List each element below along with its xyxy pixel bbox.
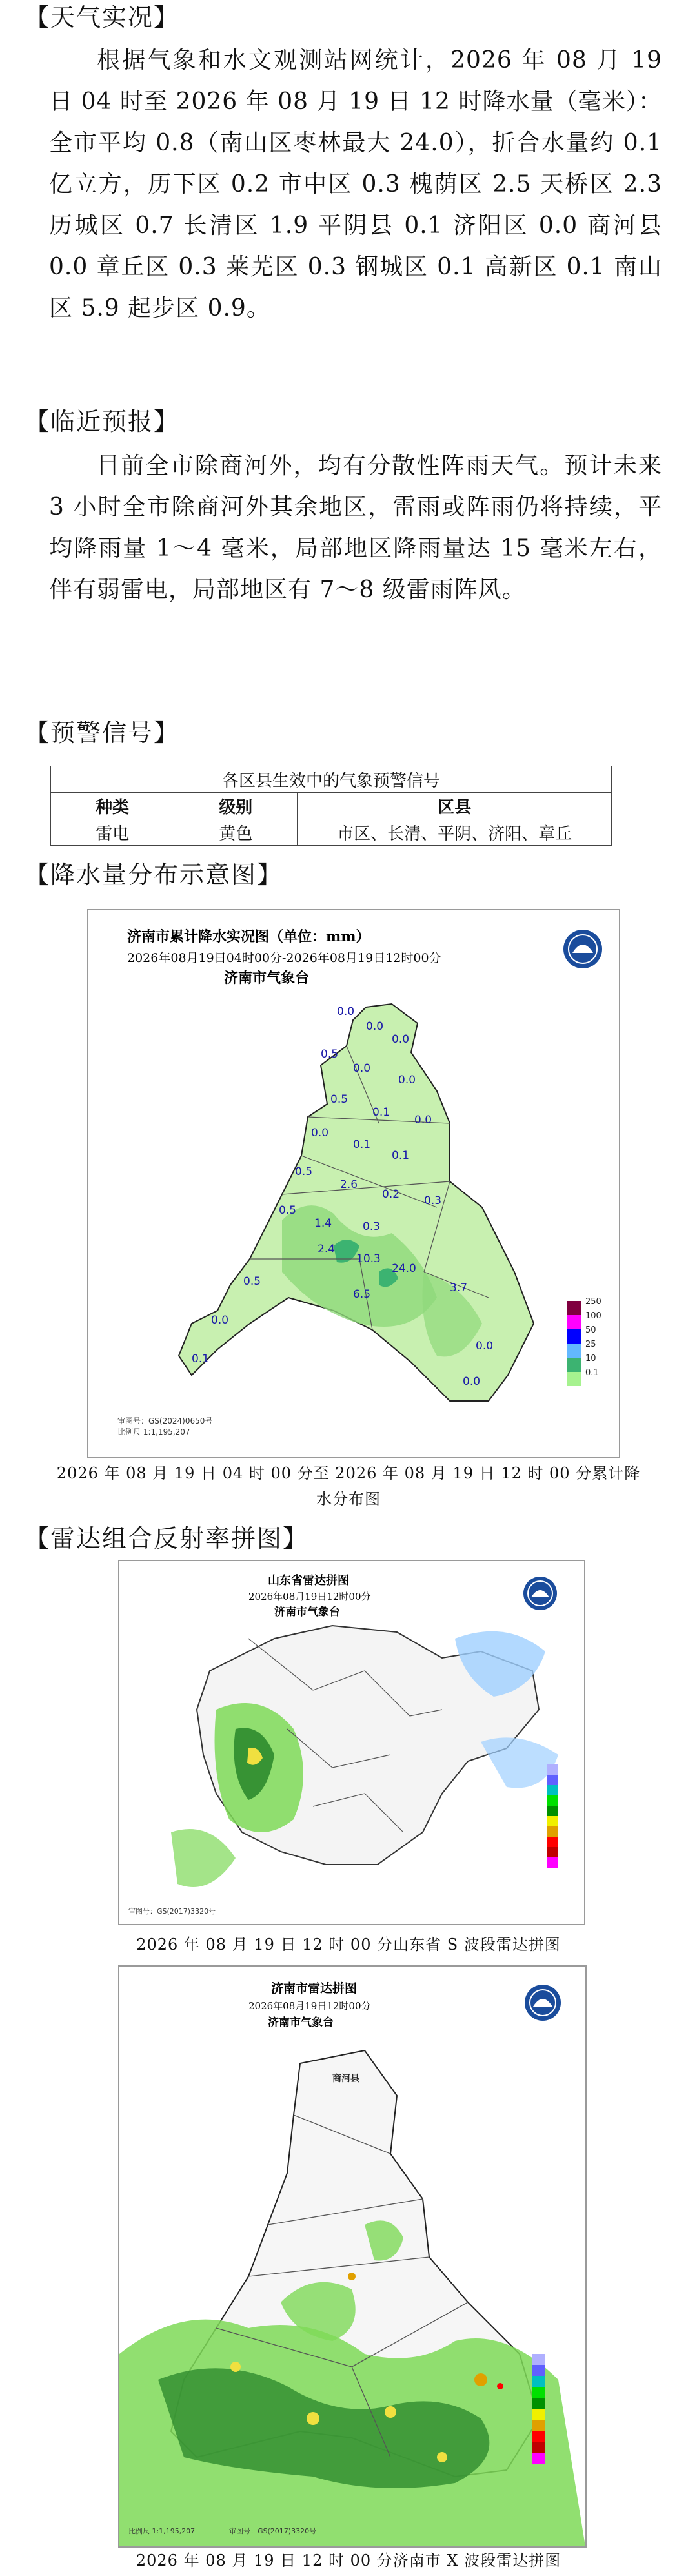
rain-map-org: 济南市气象台 — [224, 970, 310, 986]
jn-radar-title: 济南市雷达拼图 — [271, 1981, 358, 1996]
station-value: 0.5 — [295, 1165, 313, 1178]
jinan-radar-map — [118, 1965, 587, 2548]
meteorological-logo — [563, 930, 602, 968]
nowcast-paragraph: 目前全市除商河外，均有分散性阵雨天气。预计未来 3 小时全市除商河外其余地区，雷雨或阵雨仍将持续，平均降雨量 1～4 毫米，局部地区降雨量达 15 毫米左右，伴有弱雷电，局部地区有 7～8 级雷雨阵风。 — [49, 453, 662, 603]
rain-map-approval: 审图号：GS(2024)0650号 — [117, 1416, 213, 1426]
station-value: 0.5 — [279, 1204, 297, 1217]
reflectivity-legend — [547, 1764, 558, 1868]
station-value: 0.0 — [392, 1033, 410, 1046]
legend-label: 100 — [585, 1311, 601, 1321]
station-value: 3.7 — [450, 1282, 468, 1294]
station-value: 0.0 — [337, 1005, 355, 1018]
legend-swatch — [567, 1301, 581, 1315]
legend-label: 0.1 — [585, 1368, 599, 1378]
nowcast-heading: 【临近预报】 — [25, 407, 180, 436]
station-value: 2.4 — [318, 1243, 336, 1256]
station-value: 0.0 — [414, 1114, 432, 1127]
table-row — [51, 819, 612, 846]
col-districts: 区县 — [298, 793, 612, 819]
legend-swatch — [567, 1344, 581, 1358]
station-value: 0.0 — [398, 1074, 416, 1087]
station-value: 0.0 — [463, 1375, 481, 1388]
jn-radar-approval: 审图号：GS(2017)3320号 — [229, 2527, 317, 2535]
legend-swatch — [567, 1372, 581, 1386]
jn-radar-caption: 2026 年 08 月 19 日 12 时 00 分济南市 X 波段雷达拼图 — [136, 2551, 561, 2570]
legend-label: 50 — [585, 1325, 596, 1335]
radar-heading: 【雷达组合反射率拼图】 — [25, 1524, 309, 1553]
rain-map-period: 2026年08月19日04时00分-2026年08月19日12时00分 — [127, 951, 441, 965]
station-value: 0.0 — [353, 1062, 371, 1075]
station-value: 0.0 — [211, 1314, 229, 1327]
jn-radar-time: 2026年08月19日12时00分 — [248, 2000, 371, 2012]
cell-level: 黄色 — [174, 819, 298, 846]
cell-districts: 市区、长清、平阴、济阳、章丘 — [298, 819, 612, 846]
station-value: 0.3 — [363, 1220, 381, 1233]
station-value: 0.2 — [382, 1188, 400, 1201]
cell-type: 雷电 — [51, 819, 174, 846]
legend-label: 250 — [585, 1297, 601, 1307]
station-value: 0.0 — [366, 1020, 384, 1033]
station-value: 1.4 — [314, 1217, 332, 1230]
station-value: 0.1 — [353, 1138, 371, 1151]
sd-radar-title: 山东省雷达拼图 — [268, 1574, 349, 1588]
legend-swatch — [567, 1358, 581, 1372]
rain-map-heading: 【降水量分布示意图】 — [25, 861, 283, 889]
station-value: 0.0 — [476, 1340, 494, 1353]
legend-label: 10 — [585, 1354, 596, 1364]
station-value: 0.5 — [330, 1093, 348, 1106]
warning-heading: 【预警信号】 — [25, 719, 180, 747]
shandong-radar-figure — [119, 1561, 584, 1924]
station-value: 0.1 — [192, 1353, 210, 1365]
rain-map-caption: 2026 年 08 月 19 日 04 时 00 分至 2026 年 08 月 19 日 12 时 00 分累计降水分布图 — [56, 1464, 641, 1508]
legend-swatch — [567, 1329, 581, 1344]
station-value: 0.5 — [321, 1048, 339, 1061]
legend-swatch — [567, 1315, 581, 1329]
jinan-radar-figure — [119, 1967, 585, 2546]
station-value: 6.5 — [353, 1288, 371, 1301]
legend-label: 25 — [585, 1340, 596, 1349]
station-value: 2.6 — [340, 1178, 358, 1191]
sd-radar-approval: 审图号：GS(2017)3320号 — [128, 1907, 216, 1916]
warning-table — [50, 766, 612, 846]
rain-map-scale: 比例尺 1:1,195,207 — [117, 1427, 190, 1436]
station-value: 0.1 — [392, 1149, 410, 1162]
rain-map-title: 济南市累计降水实况图（单位：mm） — [127, 928, 370, 945]
weather-paragraph: 根据气象和水文观测站网统计，2026 年 08 月 19 日 04 时至 2026 年 08 月 19 日 12 时降水量（毫米）：全市平均 0.8（南山区枣林最大 24.0），折合水量约 0.1 亿立方，历下区 0.2 市中区 0.3 槐荫区 2.5 天桥区 2.3 历城区 0.7 长清区 1.9 平阴县 0.1 济阳区 0.0 商河县 0.0 章丘区 0.3 莱芜区 0.3 钢城区 0.1 高新区 0.1 南山区 5.9 起步区 0.9。 — [49, 47, 662, 322]
reflectivity-legend — [532, 2354, 545, 2464]
station-value: 0.5 — [243, 1275, 261, 1288]
sd-radar-org: 济南市气象台 — [274, 1606, 340, 1619]
shandong-radar-map — [118, 1560, 585, 1925]
col-type: 种类 — [51, 793, 174, 819]
jn-radar-place: 商河县 — [332, 2074, 359, 2084]
station-value: 10.3 — [356, 1252, 381, 1265]
weather-heading: 【天气实况】 — [25, 3, 180, 32]
sd-radar-time: 2026年08月19日12时00分 — [248, 1591, 371, 1602]
jn-radar-scale: 比例尺 1:1,195,207 — [128, 2527, 196, 2535]
station-value: 24.0 — [392, 1262, 416, 1275]
warning-table-title: 各区县生效中的气象预警信号 — [51, 766, 612, 793]
col-level: 级别 — [174, 793, 298, 819]
meteorological-logo — [523, 1577, 557, 1610]
rain-legend — [567, 1297, 601, 1386]
station-value: 0.0 — [311, 1127, 329, 1140]
rain-map — [87, 909, 620, 1458]
station-value: 0.1 — [372, 1106, 390, 1119]
meteorological-logo — [525, 1985, 561, 2021]
jn-radar-org: 济南市气象台 — [268, 2016, 334, 2029]
sd-radar-caption: 2026 年 08 月 19 日 12 时 00 分山东省 S 波段雷达拼图 — [136, 1936, 561, 1954]
station-value: 0.3 — [424, 1194, 442, 1207]
rain-map-figure — [88, 910, 619, 1457]
